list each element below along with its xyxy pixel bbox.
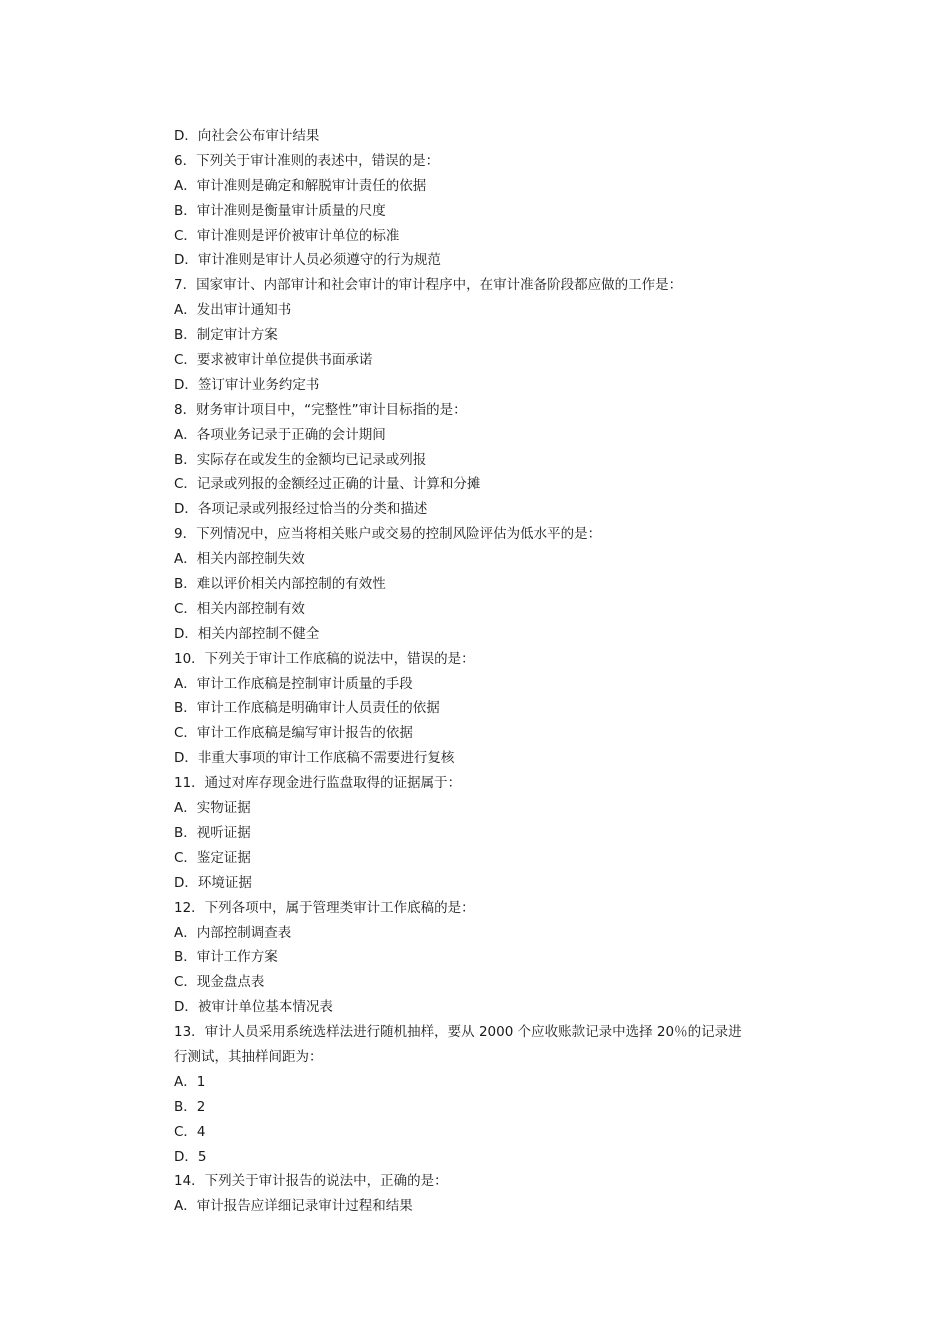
option-line: D．5 (174, 1148, 207, 1165)
option-line: B．制定审计方案 (174, 327, 278, 344)
option-line: B．审计准则是衡量审计质量的尺度 (174, 202, 386, 219)
option-line: C．鉴定证据 (174, 849, 251, 866)
option-line: B．难以评价相关内部控制的有效性 (174, 576, 386, 593)
option-line: D．各项记录或列报经过恰当的分类和描述 (174, 501, 428, 518)
question-line: 7．国家审计、内部审计和社会审计的审计程序中，在审计准备阶段都应做的工作是： (174, 277, 683, 294)
question-line: 11．通过对库存现金进行监盘取得的证据属于： (174, 775, 462, 792)
option-line: A．发出审计通知书 (174, 302, 292, 319)
option-line: D．审计准则是审计人员必须遵守的行为规范 (174, 252, 441, 269)
option-line: C．要求被审计单位提供书面承诺 (174, 352, 373, 369)
option-line: D．相关内部控制不健全 (174, 625, 320, 642)
question-line: 12．下列各项中，属于管理类审计工作底稿的是： (174, 899, 475, 916)
option-line: A．1 (174, 1073, 206, 1090)
question-line: 14．下列关于审计报告的说法中，正确的是： (174, 1173, 448, 1190)
option-line: D．签订审计业务约定书 (174, 376, 320, 393)
question-line: 8．财务审计项目中，“完整性”审计目标指的是： (174, 401, 467, 418)
option-line: A．审计准则是确定和解脱审计责任的依据 (174, 177, 427, 194)
option-line: A．相关内部控制失效 (174, 551, 305, 568)
option-line: A．审计工作底稿是控制审计质量的手段 (174, 675, 413, 692)
option-line: D．环境证据 (174, 874, 252, 891)
option-line: B．视听证据 (174, 824, 251, 841)
option-line: A．审计报告应详细记录审计过程和结果 (174, 1198, 413, 1215)
question-line: 9．下列情况中，应当将相关账户或交易的控制风险评估为低水平的是： (174, 526, 602, 543)
option-line: D．被审计单位基本情况表 (174, 999, 333, 1016)
option-line: C．记录或列报的金额经过正确的计量、计算和分摊 (174, 476, 481, 493)
option-line: B．审计工作底稿是明确审计人员责任的依据 (174, 700, 440, 717)
option-line: A．实物证据 (174, 800, 251, 817)
option-line: C．审计准则是评价被审计单位的标准 (174, 227, 400, 244)
option-line: A．各项业务记录于正确的会计期间 (174, 426, 386, 443)
question-line: 13．审计人员采用系统选样法进行随机抽样，要从 2000 个应收账款记录中选择 20％的记录进 (174, 1024, 742, 1041)
question-line-continued: 行测试，其抽样间距为： (174, 1048, 323, 1065)
document-page (174, 124, 824, 1219)
option-line: C．现金盘点表 (174, 974, 265, 991)
option-line: C．审计工作底稿是编写审计报告的依据 (174, 725, 413, 742)
option-line: C．4 (174, 1123, 206, 1140)
option-line: A．内部控制调查表 (174, 924, 292, 941)
option-line: C．相关内部控制有效 (174, 600, 305, 617)
option-line: B．实际存在或发生的金额均已记录或列报 (174, 451, 427, 468)
option-line: D．非重大事项的审计工作底稿不需要进行复核 (174, 750, 455, 767)
option-line: B．审计工作方案 (174, 949, 278, 966)
question-line: 6．下列关于审计准则的表述中，错误的是： (174, 152, 440, 169)
question-line: 10．下列关于审计工作底稿的说法中，错误的是： (174, 650, 475, 667)
option-line: B．2 (174, 1098, 206, 1115)
option-line: D．向社会公布审计结果 (174, 128, 320, 144)
